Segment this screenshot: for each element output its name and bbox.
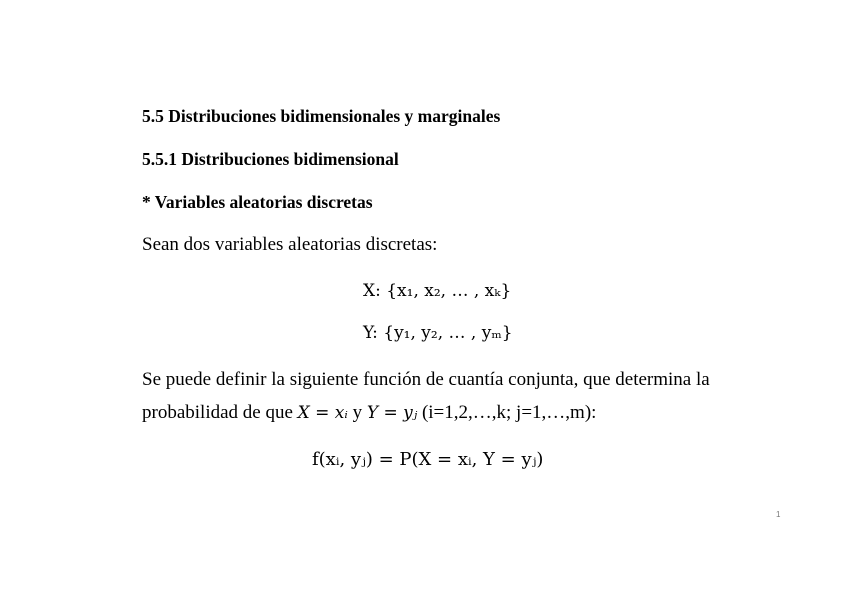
bullet-heading: * Variables aleatorias discretas bbox=[142, 192, 373, 212]
definition-suffix: (i=1,2,…,k; j=1,…,m): bbox=[421, 402, 597, 423]
joint-function-formula bbox=[312, 449, 543, 471]
page-number: 1 bbox=[776, 510, 781, 519]
definition-line-1: Se puede definir la siguiente función de cuantía conjunta, que determina la bbox=[142, 369, 710, 390]
x-set-text: X: {x₁, x₂, … , xₖ} bbox=[363, 281, 512, 301]
definition-prefix: probabilidad de que bbox=[142, 402, 293, 423]
joint-function-text: f(xᵢ, yⱼ) = P(X = xᵢ, Y = yⱼ) bbox=[312, 449, 544, 470]
section-heading: 5.5 Distribuciones bidimensionales y marginales bbox=[142, 106, 501, 126]
y-set-formula bbox=[363, 322, 513, 344]
definition-line-2 bbox=[142, 401, 596, 425]
condition-x: X = xᵢ bbox=[297, 403, 348, 423]
intro-paragraph: Sean dos variables aleatorias discretas: bbox=[142, 234, 438, 255]
condition-y: Y = yⱼ bbox=[366, 403, 418, 423]
definition-connector: y bbox=[352, 402, 363, 423]
x-set-formula bbox=[363, 280, 511, 302]
y-set-text: Y: {y₁, y₂, … , yₘ} bbox=[363, 323, 513, 343]
subsection-heading: 5.5.1 Distribuciones bidimensional bbox=[142, 149, 399, 169]
